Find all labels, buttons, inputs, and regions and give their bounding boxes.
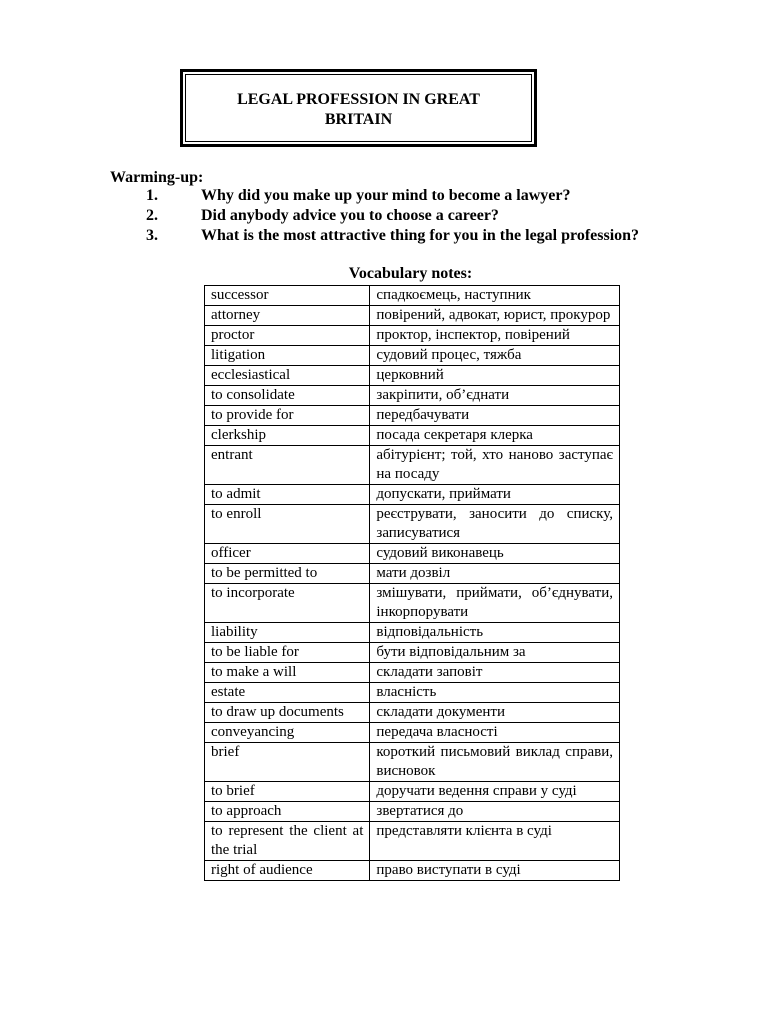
translation-cell: короткий письмовий виклад справи, висновок xyxy=(370,743,620,782)
warming-up-heading: Warming-up: xyxy=(110,169,204,186)
question-text: Did anybody advice you to choose a career? xyxy=(201,207,499,224)
term-cell: to admit xyxy=(205,485,370,505)
translation-cell: реєструвати, заносити до списку, записуватися xyxy=(370,505,620,544)
translation-cell: передача власності xyxy=(370,723,620,743)
table-row xyxy=(205,822,620,861)
table-row xyxy=(205,544,620,564)
term-cell: to provide for xyxy=(205,406,370,426)
table-row xyxy=(205,306,620,326)
table-row xyxy=(205,584,620,623)
table-row xyxy=(205,723,620,743)
table-row xyxy=(205,426,620,446)
translation-cell: мати дозвіл xyxy=(370,564,620,584)
question-item xyxy=(0,206,768,226)
table-row xyxy=(205,683,620,703)
vocabulary-table-body xyxy=(205,286,620,881)
translation-cell: власність xyxy=(370,683,620,703)
table-row xyxy=(205,286,620,306)
vocabulary-table xyxy=(204,285,620,881)
vocabulary-heading: Vocabulary notes: xyxy=(348,265,473,282)
table-row xyxy=(205,782,620,802)
term-cell: conveyancing xyxy=(205,723,370,743)
term-cell: right of audience xyxy=(205,861,370,881)
title-box xyxy=(180,69,537,147)
table-row xyxy=(205,663,620,683)
term-cell: to draw up documents xyxy=(205,703,370,723)
table-row xyxy=(205,346,620,366)
question-number: 3. xyxy=(146,227,158,244)
translation-cell: судовий виконавець xyxy=(370,544,620,564)
term-cell: proctor xyxy=(205,326,370,346)
question-number: 2. xyxy=(146,207,158,224)
table-row xyxy=(205,326,620,346)
translation-cell: церковний xyxy=(370,366,620,386)
translation-cell: судовий процес, тяжба xyxy=(370,346,620,366)
translation-cell: доручати ведення справи у суді xyxy=(370,782,620,802)
table-row xyxy=(205,406,620,426)
term-cell: to be permitted to xyxy=(205,564,370,584)
term-cell: officer xyxy=(205,544,370,564)
translation-cell: посада секретаря клерка xyxy=(370,426,620,446)
table-row xyxy=(205,485,620,505)
page-title xyxy=(183,90,534,130)
term-cell: to approach xyxy=(205,802,370,822)
translation-cell: абітурієнт; той, хто наново заступає на посаду xyxy=(370,446,620,485)
term-cell: to be liable for xyxy=(205,643,370,663)
translation-cell: звертатися до xyxy=(370,802,620,822)
table-row xyxy=(205,386,620,406)
title-line-2: BRITAIN xyxy=(324,111,393,128)
translation-cell: бути відповідальним за xyxy=(370,643,620,663)
translation-cell: відповідальність xyxy=(370,623,620,643)
translation-cell: спадкоємець, наступник xyxy=(370,286,620,306)
table-row xyxy=(205,446,620,485)
table-row xyxy=(205,643,620,663)
term-cell: attorney xyxy=(205,306,370,326)
question-number: 1. xyxy=(146,187,158,204)
translation-cell: проктор, інспектор, повірений xyxy=(370,326,620,346)
term-cell: entrant xyxy=(205,446,370,485)
table-row xyxy=(205,623,620,643)
question-list xyxy=(0,186,768,246)
term-cell: clerkship xyxy=(205,426,370,446)
question-item xyxy=(0,186,768,206)
translation-cell: передбачувати xyxy=(370,406,620,426)
term-cell: to brief xyxy=(205,782,370,802)
table-row xyxy=(205,366,620,386)
term-cell: liability xyxy=(205,623,370,643)
term-cell: to enroll xyxy=(205,505,370,544)
translation-cell: повірений, адвокат, юрист, прокурор xyxy=(370,306,620,326)
translation-cell: представляти клієнта в суді xyxy=(370,822,620,861)
title-line-1: LEGAL PROFESSION IN GREAT xyxy=(237,91,480,108)
table-row xyxy=(205,743,620,782)
table-row xyxy=(205,802,620,822)
translation-cell: допускати, приймати xyxy=(370,485,620,505)
question-text: What is the most attractive thing for you in the legal profession? xyxy=(201,227,640,244)
term-cell: successor xyxy=(205,286,370,306)
translation-cell: закріпити, об’єднати xyxy=(370,386,620,406)
translation-cell: складати заповіт xyxy=(370,663,620,683)
term-cell: to consolidate xyxy=(205,386,370,406)
term-cell: to represent the client at the trial xyxy=(205,822,370,861)
term-cell: to make a will xyxy=(205,663,370,683)
translation-cell: змішувати, приймати, об’єднувати, інкорпорувати xyxy=(370,584,620,623)
table-row xyxy=(205,505,620,544)
table-row xyxy=(205,861,620,881)
table-row xyxy=(205,564,620,584)
table-row xyxy=(205,703,620,723)
term-cell: estate xyxy=(205,683,370,703)
translation-cell: складати документи xyxy=(370,703,620,723)
term-cell: brief xyxy=(205,743,370,782)
term-cell: to incorporate xyxy=(205,584,370,623)
question-text: Why did you make up your mind to become a lawyer? xyxy=(201,187,571,204)
translation-cell: право виступати в суді xyxy=(370,861,620,881)
term-cell: litigation xyxy=(205,346,370,366)
term-cell: ecclesiastical xyxy=(205,366,370,386)
question-item xyxy=(0,226,768,246)
